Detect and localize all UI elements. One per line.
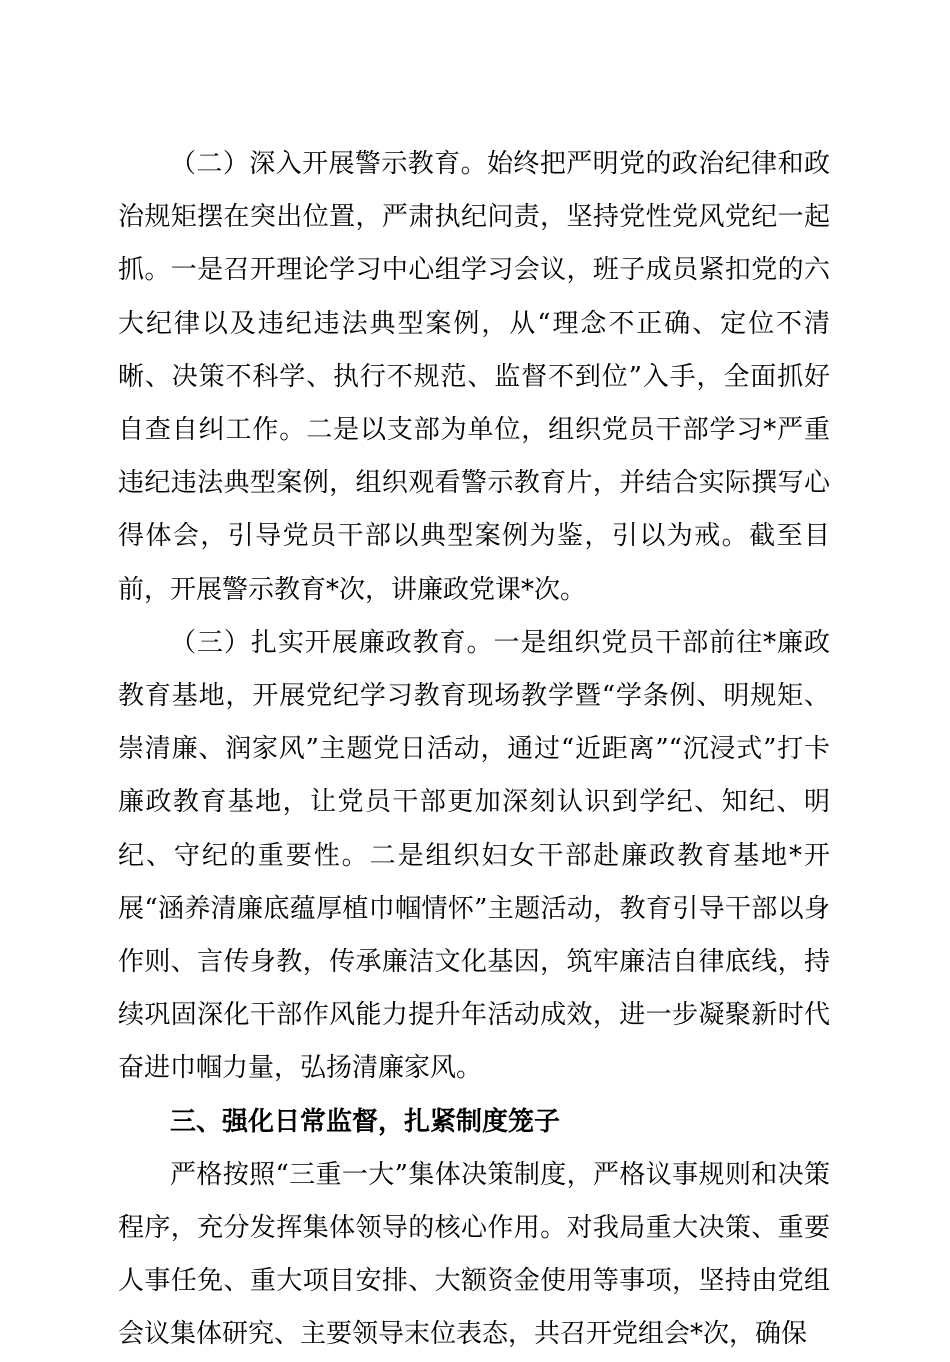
paragraph-lead: （二）深入开展警示教育。 [170, 149, 487, 179]
paragraph-body: 始终把严明党的政治纪律和政治规矩摆在突出位置，严肃执纪问责，坚持党性党风党纪一起抓。一是召开理论学习中心组学习会议，班子成员紧扣党的六大纪律以及违纪违法典型案例，从“理念不正确、定位不清晰、决策不科学、执行不规范、监督不到位”入手，全面抓好自查自纠工作。二是以支部为单位，组织党员干部学习*严重违纪违法典型案例，组织观看警示教育片，并结合实际撰写心得体会，引导党员干部以典型案例为鉴，引以为戒。截至目前，开展警示教育*次，讲廉政党课*次。 [118, 149, 830, 605]
paragraph-body: 一是组织党员干部前往*廉政教育基地，开展党纪学习教育现场教学暨“学条例、明规矩、崇清廉、润家风”主题党日活动，通过“近距离”“沉浸式”打卡廉政教育基地，让党员干部更加深刻认识到学纪、知纪、明纪、守纪的重要性。二是组织妇女干部赴廉政教育基地*开展“涵养清廉底蕴厚植巾帼情怀”主题活动，教育引导干部以身作则、言传身教，传承廉洁文化基因，筑牢廉洁自律底线，持续巩固深化干部作风能力提升年活动成效，进一步凝聚新时代奋进巾帼力量，弘扬清廉家风。 [118, 627, 830, 1084]
document-body [118, 138, 830, 1362]
paragraph-integrity-education [118, 617, 830, 1096]
paragraph-lead: （三）扎实开展廉政教育。 [170, 627, 494, 658]
paragraph-decision-system: 严格按照“三重一大”集体决策制度，严格议事规则和决策程序，充分发挥集体领导的核心作用。对我局重大决策、重要人事任免、重大项目安排、大额资金使用等事项，坚持由党组会议集体研究、主要领导末位表态，共召开党组会*次，确保 [118, 1159, 830, 1350]
section-heading: 三、强化日常监督，扎紧制度笼子 [170, 1106, 561, 1137]
paragraph-warning-education [118, 138, 830, 617]
